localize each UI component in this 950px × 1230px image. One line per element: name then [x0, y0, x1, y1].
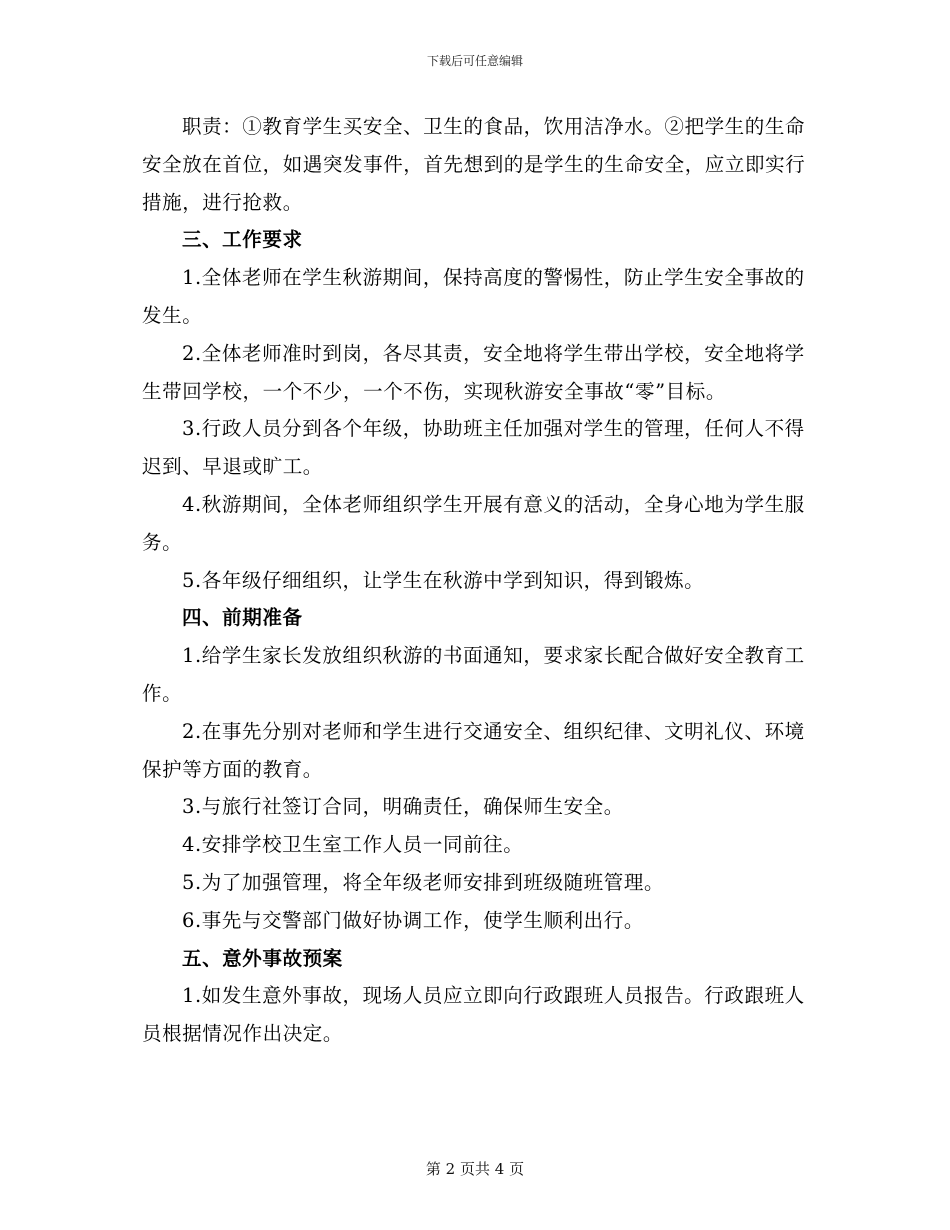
heading-work-requirements: 三、工作要求: [181, 228, 303, 252]
paragraph-preparation-5: 5.为了加强管理，将全年级老师安排到班级随班管理。: [181, 870, 665, 894]
paragraph-requirement-5: 5.各年级仔细组织，让学生在秋游中学到知识，得到锻炼。: [181, 568, 705, 592]
paragraph-preparation-1: 1.给学生家长发放组织秋游的书面通知，要求家长配合做好安全教育工作。: [142, 644, 805, 705]
paragraph-preparation-6: 6.事先与交警部门做好协调工作，使学生顺利出行。: [181, 908, 644, 932]
paragraph-requirement-1: 1.全体老师在学生秋游期间，保持高度的警惕性，防止学生安全事故的发生。: [142, 266, 805, 327]
document-body: [142, 108, 808, 1053]
page-footer: 第 2 页共 4 页: [425, 1160, 525, 1178]
paragraph-requirement-3: 3.行政人员分到各个年级，协助班主任加强对学生的管理，任何人不得迟到、早退或旷工。: [142, 417, 805, 479]
paragraph-preparation-2: 2.在事先分别对老师和学生进行交通安全、组织纪律、文明礼仪、环境保护等方面的教育。: [142, 719, 805, 781]
paragraph-preparation-3: 3.与旅行社签订合同，明确责任，确保师生安全。: [181, 795, 624, 819]
page-header: 下载后可任意编辑: [426, 54, 523, 68]
paragraph-duties: 职责：①教育学生买安全、卫生的食品，饮用洁净水。②把学生的生命安全放在首位，如遇突发事件，首先想到的是学生的生命安全，应立即实行措施，进行抢救。: [142, 115, 806, 214]
paragraph-requirement-2: 2.全体老师准时到岗，各尽其责，安全地将学生带出学校，安全地将学生带回学校，一个不少，一个不伤，实现秋游安全事故“零”目标。: [142, 341, 805, 403]
heading-preparation: 四、前期准备: [181, 606, 303, 630]
paragraph-preparation-4: 4.安排学校卫生室工作人员一同前往。: [181, 833, 524, 857]
paragraph-accident-1: 1.如发生意外事故，现场人员应立即向行政跟班人员报告。行政跟班人员根据情况作出决定。: [142, 984, 805, 1046]
paragraph-requirement-4: 4.秋游期间，全体老师组织学生开展有意义的活动，全身心地为学生服务。: [142, 492, 805, 554]
heading-accident-plan: 五、意外事故预案: [181, 946, 343, 970]
